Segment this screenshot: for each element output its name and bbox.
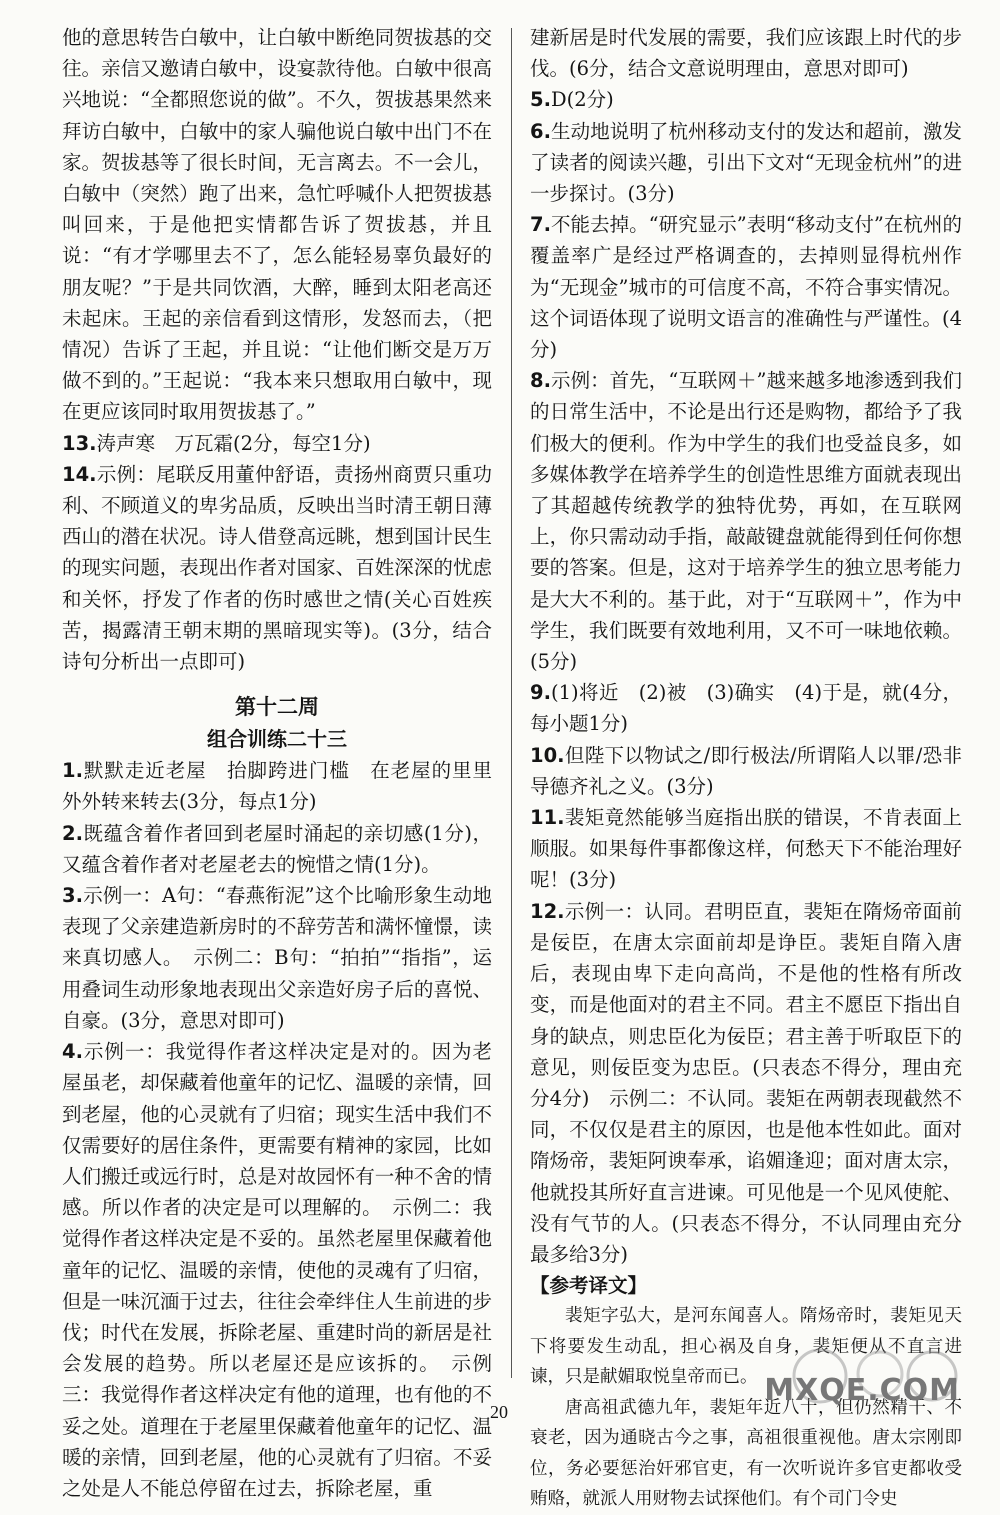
answer-item-8 (530, 365, 962, 677)
item-number: 7. (530, 213, 551, 237)
item-number: 12. (530, 899, 565, 923)
item-number: 2. (62, 821, 83, 845)
item-number: 4. (62, 1040, 83, 1064)
item-text: 涛声寒 万瓦霜(2分，每空1分) (96, 431, 371, 455)
answer-item-9 (530, 677, 962, 739)
item-number: 14. (62, 462, 97, 486)
answer-item-7 (530, 209, 962, 365)
week-heading: 第十二周 (235, 695, 319, 720)
item-number: 13. (62, 431, 97, 455)
answer-item-12 (530, 896, 962, 1270)
right-column (530, 22, 962, 1515)
answer-item-11 (530, 802, 962, 896)
item-text: 示例一：我觉得作者这样决定是对的。因为老屋虽老，却保藏着他童年的记忆、温暖的亲情，回到老屋，他的心灵就有了归宿；现实生活中我们不仅需要好的居住条件，更需要有精神的家园，比如人们搬迁或远行时，总是对故园怀有一种不舍的情感。所以作者的决定是可以理解的。 示例二：我觉得作者这样决定是不妥的。虽然老屋里保藏着他童年的记忆、温暖的亲情，使他的灵魂有了归宿，但是一味沉湎于过去，往往会牵绊住人生前进的步伐；时代在发展，拆除老屋、重建时尚的新居是社会发展的趋势。所以老屋还是应该拆的。 示例三：我觉得作者这样决定有他的道理，也有他的不妥之处。道理在于老屋里保藏着他童年的记忆、温暖的亲情，回到老屋，他的心灵就有了归宿。不妥之处是人不能总停留在过去，拆除老屋，重 (62, 1040, 492, 1500)
item-number: 1. (62, 759, 83, 783)
item-text: 示例：尾联反用董仲舒语，责扬州商贾只重功利、不顾道义的卑劣品质，反映出当时清王朝日薄西山的潜在状况。诗人借登高远眺，想到国计民生的现实问题，表现出作者对国家、百姓深深的忧虑和关怀，抒发了作者的伤时感世之情(关心百姓疾苦，揭露清王朝末期的黑暗现实等)。(3分，结合诗句分析出一点即可) (62, 462, 492, 674)
item-text: 既蕴含着作者回到老屋时涌起的亲切感(1分)，又蕴含着作者对老屋老去的惋惜之情(1分)。 (62, 821, 492, 876)
item-text: 示例一：A句：“春燕衔泥”这个比喻形象生动地表现了父亲建造新房时的不辞劳苦和满怀憧憬，读来真切感人。 示例二：B句：“拍拍”“指指”，运用叠词生动形象地表现出父亲造好房子后的喜悦、自豪。(3分，意思对即可) (62, 884, 492, 1032)
translation-paragraph: 唐高祖武德九年，裴矩年近八十，但仍然精干、不衰老，因为通晓古今之事，高祖很重视他。唐太宗刚即位，务必要惩治奸邪官吏，有一次听说许多官吏都收受贿赂，就派人用财物去试探他们。有个司门令史 (530, 1397, 962, 1510)
item-number: 6. (530, 119, 551, 143)
item-number: 3. (62, 884, 83, 908)
answer-item-1 (62, 755, 492, 817)
item-text: D(2分) (550, 88, 614, 112)
item-text: 裴矩竟然能够当庭指出朕的错误，不肯表面上顺服。如果每件事都像这样，何愁天下不能治理好呢！(3分) (530, 806, 962, 892)
reference-translation-title: 【参考译文】 (530, 1274, 648, 1298)
item-number: 5. (530, 88, 551, 112)
translation-continued-paragraph: 他的意思转告白敏中，让白敏中断绝同贺拔惎的交往。亲信又邀请白敏中，设宴款待他。白敏中很高兴地说：“全都照您说的做”。不久，贺拔惎果然来拜访白敏中，白敏中的家人骗他说白敏中出门不在家。贺拔惎等了很长时间，无言离去。不一会儿，白敏中（突然）跑了出来，急忙呼喊仆人把贺拔惎叫回来，于是他把实情都告诉了贺拔惎，并且说：“有才学哪里去不了，怎么能轻易辜负最好的朋友呢？”于是共同饮酒，大醉，睡到太阳老高还未起床。王起的亲信看到这情形，发怒而去，（把情况）告诉了王起，并且说：“让他们断交是万万做不到的。”王起说：“我本来只想取用白敏中，现在更应该同时取用贺拔惎了。” (62, 26, 492, 424)
answer-item-2 (62, 818, 492, 880)
left-column (62, 22, 492, 1504)
item-text: (1)将近 (2)被 (3)确实 (4)于是，就(4分，每小题1分) (530, 681, 962, 736)
item-text: 不能去掉。“研究显示”表明“移动支付”在杭州的覆盖率广是经过严格调查的，去掉则显得杭州作为“无现金”城市的可信度不高，不符合事实情况。这个词语体现了说明文语言的准确性与严谨性。(4分) (530, 213, 962, 362)
training-heading: 组合训练二十三 (207, 727, 347, 752)
item-text: 示例：首先，“互联网＋”越来越多地渗透到我们的日常生活中，不论是出行还是购物，都给予了我们极大的便利。作为中学生的我们也受益良多，如多媒体教学在培养学生的创造性思维方面就表现出了其超越传统教学的独特优势，再如，在互联网上，你只需动动手指，敲敲键盘就能得到任何你想要的答案。但是，这对于培养学生的独立思考能力是大大不利的。基于此，对于“互联网＋”，作为中学生，我们既要有效地利用，又不可一味地依赖。(5分) (530, 369, 962, 674)
watermark-text: MXQE.COM (764, 1373, 960, 1408)
answer-item-3 (62, 880, 492, 1036)
translation-paragraph: 裴矩字弘大，是河东闻喜人。隋炀帝时，裴矩见天下将要发生动乱，担心祸及自身，裴矩便从不直言进谏，只是献媚取悦皇帝而已。 (530, 1306, 962, 1388)
item-number: 9. (530, 681, 551, 705)
answer-item-4-continued: 建新居是时代发展的需要，我们应该跟上时代的步伐。(6分，结合文意说明理由，意思对即可) (530, 26, 962, 81)
item-number: 10. (530, 743, 565, 767)
answer-item-14 (62, 459, 492, 677)
answer-item-13 (62, 428, 492, 459)
answer-item-5 (530, 84, 962, 115)
item-text: 生动地说明了杭州移动支付的发达和超前，激发了读者的阅读兴趣，引出下文对“无现金杭州”的进一步探讨。(3分) (530, 119, 962, 206)
item-number: 11. (530, 806, 565, 830)
answer-item-4 (62, 1036, 492, 1504)
column-divider (511, 28, 512, 1378)
answer-item-6 (530, 116, 962, 210)
item-text: 默默走近老屋 抬脚跨进门槛 在老屋的里里外外转来转去(3分，每点1分) (62, 759, 492, 814)
answer-item-10 (530, 740, 962, 802)
item-text: 但陛下以物试之/即行极法/所谓陷人以罪/恐非导德齐礼之义。(3分) (530, 743, 962, 798)
item-text: 示例一：认同。君明臣直，裴矩在隋炀帝面前是佞臣，在唐太宗面前却是诤臣。裴矩自隋入唐后，表现由卑下走向高尚，不是他的性格有所改变，而是他面对的君主不同。君主不愿臣下指出自身的缺点，则忠臣化为佞臣；君主善于听取臣下的意见，则佞臣变为忠臣。(只表态不得分，理由充分4分) 示例二：不认同。裴矩在两朝表现截然不同，不仅仅是君主的原因，也是他本性如此。面对隋炀帝，裴矩阿谀奉承，谄媚逢迎；面对唐太宗，他就投其所好直言进谏。可见他是一个见风使舵、没有气节的人。(只表态不得分，不认同理由充分最多给3分) (530, 899, 962, 1266)
item-number: 8. (530, 369, 551, 393)
page-number: 20 (490, 1402, 508, 1422)
